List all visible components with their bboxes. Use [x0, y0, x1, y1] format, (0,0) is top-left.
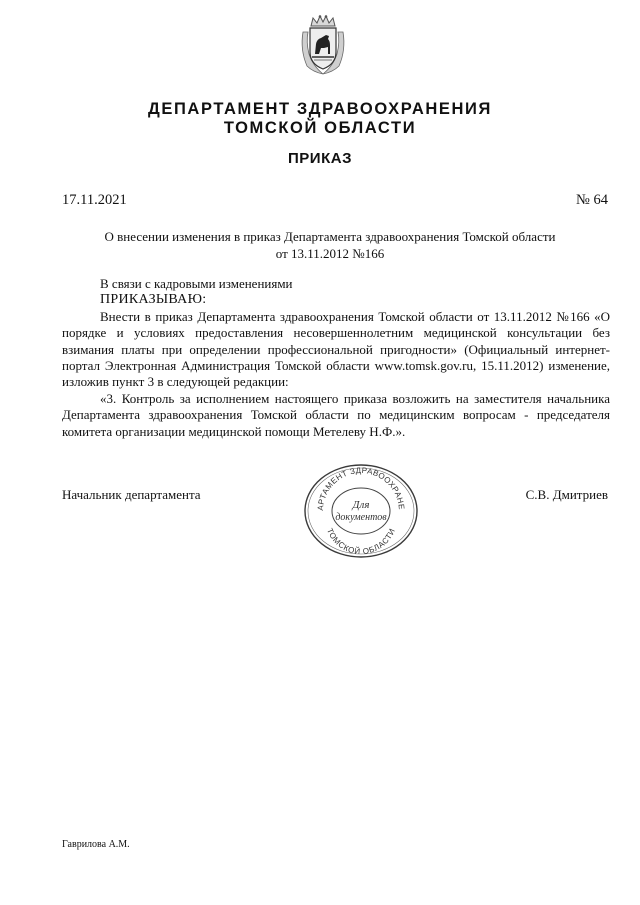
department-title-line2: ТОМСКОЙ ОБЛАСТИ	[223, 119, 417, 137]
department-title	[0, 100, 640, 138]
subject-line2: от 13.11.2012 №166	[275, 245, 385, 261]
stamp-ring-bottom-text: ТОМСКОЙ ОБЛАСТИ	[325, 526, 398, 557]
executor-name: Гаврилова А.М.	[62, 839, 130, 850]
round-stamp-icon	[301, 462, 421, 560]
document-body	[62, 276, 610, 440]
body-paragraph-2: «3. Контроль за исполнением настоящего приказа возложить на заместителя начальника Департамента здравоохранения Томской области по медицинским вопросам - председателя комитета организации медицинской помощи Метелеву Н.Ф.».	[62, 390, 610, 439]
stamp-center-line2: документов	[335, 512, 387, 523]
order-word: ПРИКАЗЫВАЮ:	[100, 292, 207, 308]
signatory-name: С.В. Дмитриев	[525, 487, 608, 502]
document-type: ПРИКАЗ	[288, 150, 352, 167]
document-number: № 64	[576, 192, 608, 208]
stamp-center-line1: Для	[352, 499, 370, 511]
reason-text: В связи с кадровыми изменениями	[100, 276, 293, 291]
document-subject	[80, 229, 580, 262]
signatory-position: Начальник департамента	[62, 487, 201, 502]
coat-of-arms-icon	[299, 14, 347, 76]
stamp-ring-top-text: АРТАМЕНТ ЗДРАВООХРАНЕ	[315, 465, 407, 511]
body-paragraph-1: Внести в приказ Департамента здравоохранения Томской области от 13.11.2012 №166 «О порядке и условиях предоставления несовершеннолетним медицинской консультации без взимания платы при определении профессиональной пригодности» (Официальный интернет-портал Электронная Администрация Томской области www.tomsk.gov.ru, 15.11.2012) изменение, изложив пункт 3 в следующей редакции:	[62, 308, 610, 390]
department-title-line1: ДЕПАРТАМЕНТ ЗДРАВООХРАНЕНИЯ	[148, 100, 492, 118]
document-date: 17.11.2021	[62, 192, 127, 208]
subject-line1: О внесении изменения в приказ Департамента здравоохранения Томской области	[104, 229, 556, 244]
